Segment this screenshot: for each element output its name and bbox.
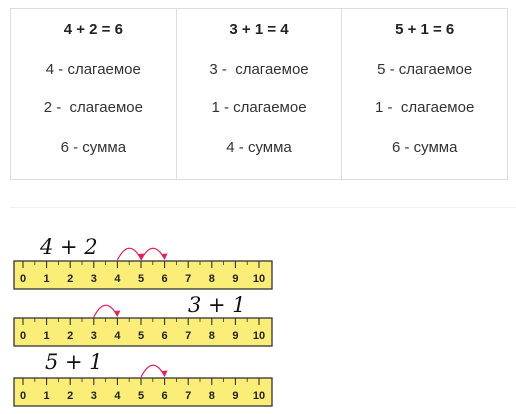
tick-label: 9 (232, 330, 239, 342)
tick-label: 5 (137, 273, 145, 285)
addend-1: 3 - слагаемое (209, 61, 309, 78)
tick-label: 3 (90, 273, 97, 285)
jump-arc (117, 248, 141, 260)
jump-arc (141, 365, 165, 377)
tick-label: 10 (252, 390, 266, 402)
tick-label: 5 (137, 330, 145, 342)
tick-label: 2 (67, 273, 74, 285)
addend-1: 5 - слагаемое (377, 61, 473, 78)
handwritten-expression: 5 + 1 (45, 350, 103, 374)
tick-label: 4 (114, 330, 121, 342)
tick-label: 0 (19, 330, 27, 342)
tick-label: 1 (43, 330, 50, 342)
arrow-head-icon (161, 371, 168, 378)
tick-label: 9 (232, 390, 239, 402)
tick-label: 10 (252, 330, 266, 342)
tick-label: 1 (43, 390, 50, 402)
tick-label: 0 (19, 273, 27, 285)
tick-label: 8 (208, 273, 215, 285)
tick-label: 8 (208, 390, 215, 402)
tick-label: 0 (19, 390, 27, 402)
tick-label: 8 (208, 330, 215, 342)
tick-label: 9 (232, 273, 239, 285)
tick-label: 6 (161, 330, 168, 342)
addend-1: 4 - слагаемое (45, 61, 141, 78)
sum: 6 - сумма (391, 139, 458, 156)
tick-label: 2 (67, 390, 74, 402)
equation-title: 4 + 2 = 6 (63, 21, 123, 38)
tick-label: 3 (90, 390, 97, 402)
tick-label: 10 (252, 273, 266, 285)
tick-label: 7 (185, 330, 192, 342)
equation-title: 3 + 1 = 4 (229, 21, 289, 38)
tick-label: 6 (161, 390, 168, 402)
handwritten-expression: 4 + 2 (40, 235, 98, 259)
sum: 4 - сумма (226, 139, 292, 156)
handwritten-expression: 3 + 1 (188, 293, 246, 317)
sum: 6 - сумма (60, 139, 127, 156)
tick-label: 5 (137, 390, 145, 402)
equation-title: 5 + 1 = 6 (395, 21, 455, 38)
tick-label: 4 (114, 273, 121, 285)
tick-label: 3 (90, 330, 97, 342)
tick-label: 4 (114, 390, 121, 402)
addend-2: 2 - слагаемое (43, 99, 143, 116)
jump-arc (94, 305, 118, 317)
tick-label: 7 (185, 273, 192, 285)
jump-arc (141, 248, 165, 260)
tick-label: 2 (67, 330, 74, 342)
addend-2: 1 - слагаемое (375, 99, 475, 116)
addend-2: 1 - слагаемое (211, 99, 307, 116)
tick-label: 6 (161, 273, 168, 285)
arrow-head-icon (161, 254, 168, 261)
tick-label: 1 (43, 273, 50, 285)
tick-label: 7 (185, 390, 192, 402)
arrow-head-icon (114, 311, 121, 318)
